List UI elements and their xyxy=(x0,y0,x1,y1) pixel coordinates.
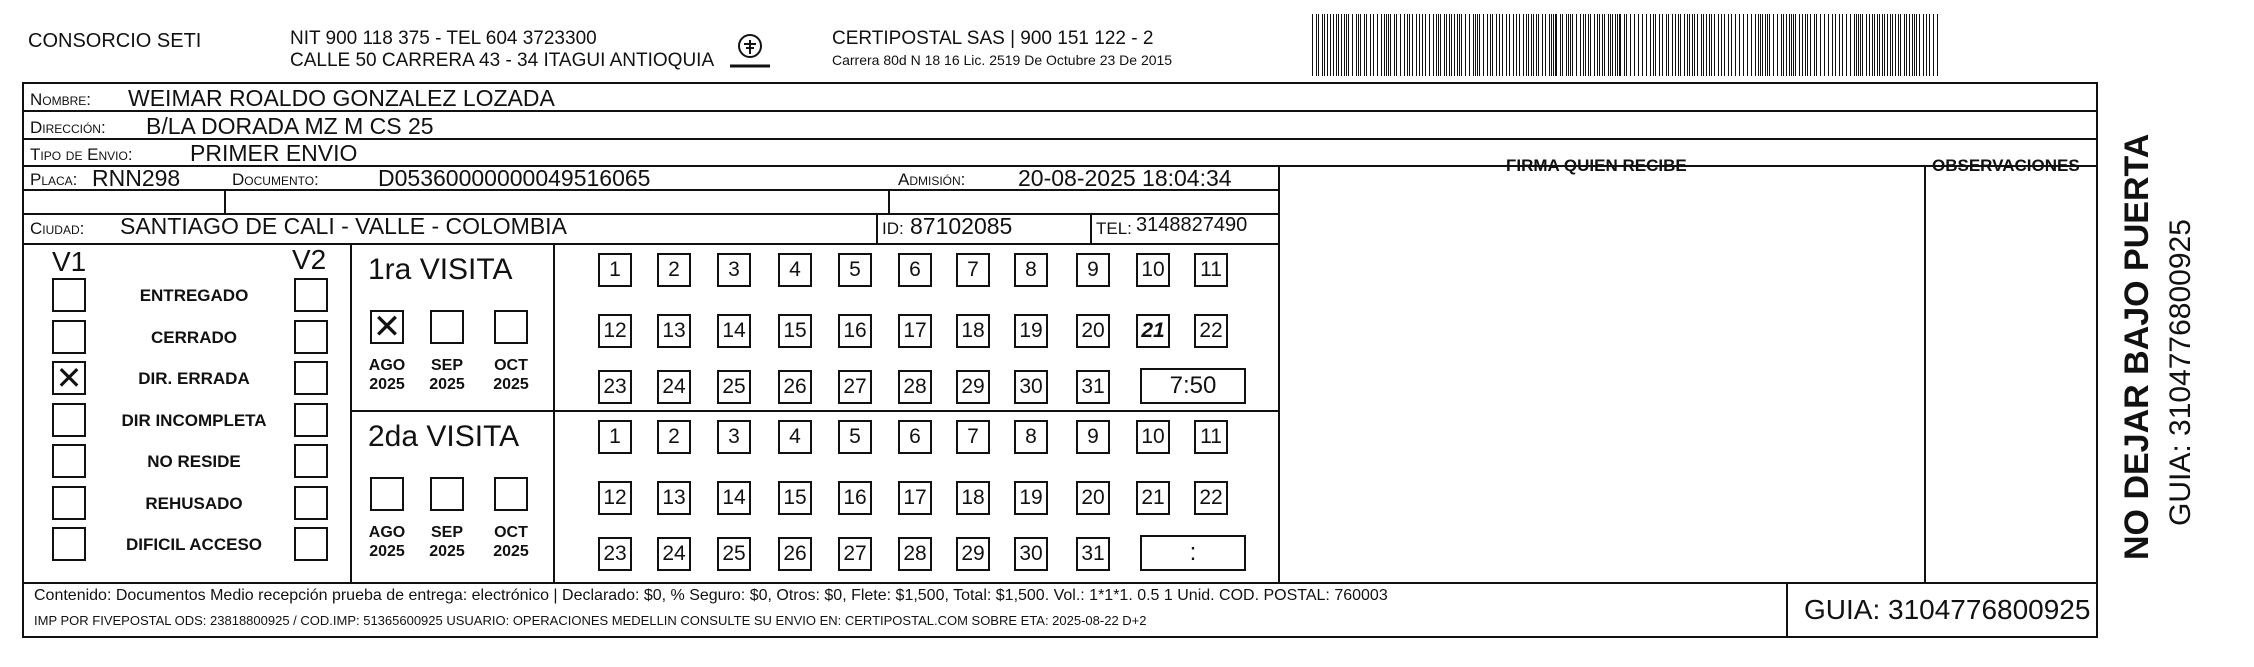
status-option-label: REHUSADO xyxy=(145,493,243,513)
day-cell[interactable]: 25 xyxy=(717,537,751,571)
certipostal-info xyxy=(832,28,1172,70)
barcode xyxy=(1312,14,1944,76)
month-checkbox[interactable] xyxy=(430,477,464,511)
status-option-label: DIR INCOMPLETA xyxy=(121,410,267,430)
day-cell[interactable]: 13 xyxy=(657,481,691,515)
day-cell[interactable]: 5 xyxy=(838,420,872,454)
day-cell[interactable]: 27 xyxy=(838,537,872,571)
visit-title: 1ra VISITA xyxy=(368,253,513,286)
day-cell[interactable]: 6 xyxy=(898,420,932,454)
day-cell[interactable]: 31 xyxy=(1076,537,1110,571)
tel-value: 3148827490 xyxy=(1136,214,1248,236)
month-label: AGO 2025 xyxy=(368,524,406,560)
company-info xyxy=(290,28,714,72)
admision-value: 20-08-2025 18:04:34 xyxy=(1018,165,1232,191)
month-label: SEP 2025 xyxy=(429,357,465,393)
v1-checkbox[interactable]: ✕ xyxy=(52,361,86,395)
ciudad-label: Ciudad: xyxy=(30,219,85,238)
v2-checkbox[interactable] xyxy=(294,444,328,478)
time-field[interactable]: 7:50 xyxy=(1140,368,1246,404)
v1-checkbox[interactable] xyxy=(52,527,86,561)
day-cell[interactable]: 8 xyxy=(1014,420,1048,454)
month-checkbox[interactable] xyxy=(430,310,464,344)
visit-title: 2da VISITA xyxy=(368,420,520,453)
day-cell[interactable]: 7 xyxy=(956,253,990,287)
day-cell[interactable]: 13 xyxy=(657,314,691,348)
day-cell[interactable]: 12 xyxy=(598,481,632,515)
divider xyxy=(876,213,878,243)
company-name: CONSORCIO SETI xyxy=(28,30,202,52)
day-cell[interactable]: 14 xyxy=(717,481,751,515)
divider xyxy=(1924,165,1926,582)
day-cell[interactable]: 3 xyxy=(717,420,751,454)
day-cell[interactable]: 17 xyxy=(898,314,932,348)
documento-label: Documento: xyxy=(232,170,319,189)
status-option-label: ENTREGADO xyxy=(139,286,249,305)
day-cell[interactable]: 17 xyxy=(898,481,932,515)
v1-header: V1 xyxy=(52,246,87,277)
license-line: Carrera 80d N 18 16 Lic. 2519 De Octubre 23 De 2015 xyxy=(832,52,1173,68)
no-dejar-bajo-puerta: NO DEJAR BAJO PUERTA xyxy=(2118,133,2156,560)
day-cell[interactable]: 21 xyxy=(1136,314,1170,348)
day-cell[interactable]: 11 xyxy=(1194,420,1228,454)
divider xyxy=(224,189,226,213)
day-cell[interactable]: 22 xyxy=(1194,481,1228,515)
contenido-line: Contenido: Documentos Medio recepción prueba de entrega: electrónico | Declarado: $0, % Seguro: $0, Otros: $0, Flete: $1,500, Total: $1,500. Vol.: 1*1*1. 0.5 1 Unid. COD. POSTAL: 760003 xyxy=(34,587,1388,604)
day-cell[interactable]: 30 xyxy=(1014,537,1048,571)
day-cell[interactable]: 14 xyxy=(717,314,751,348)
day-cell[interactable]: 1 xyxy=(598,253,632,287)
tel-label: TEL: xyxy=(1096,219,1132,238)
status-option-label: DIR. ERRADA xyxy=(138,369,250,388)
v1-checkbox[interactable] xyxy=(52,278,86,312)
side-guia: GUIA: 3104776800925 xyxy=(2164,219,2197,526)
month-label: OCT 2025 xyxy=(493,357,529,393)
day-cell[interactable]: 23 xyxy=(598,370,632,404)
nit-line: NIT 900 118 375 - TEL 604 3723300 xyxy=(290,28,597,49)
v1-checkbox[interactable] xyxy=(52,403,86,437)
divider xyxy=(1786,582,1788,638)
tipo-envio-label: Tipo de Envio: xyxy=(30,145,133,164)
day-cell[interactable]: 21 xyxy=(1136,481,1170,515)
day-cell[interactable]: 24 xyxy=(657,370,691,404)
day-cell[interactable]: 10 xyxy=(1136,420,1170,454)
status-option-label: CERRADO xyxy=(151,327,237,347)
placa-value: RNN298 xyxy=(92,165,181,191)
v2-checkbox[interactable] xyxy=(294,278,328,312)
day-cell[interactable]: 23 xyxy=(598,537,632,571)
day-cell[interactable]: 2 xyxy=(657,253,691,287)
day-cell[interactable]: 20 xyxy=(1076,481,1110,515)
direccion-label: Dirección: xyxy=(30,118,106,137)
day-cell[interactable]: 31 xyxy=(1076,370,1110,404)
id-value: 87102085 xyxy=(910,213,1013,239)
divider xyxy=(1278,165,1280,582)
day-cell[interactable]: 26 xyxy=(778,370,812,404)
day-cell[interactable]: 4 xyxy=(778,253,812,287)
day-cell[interactable]: 24 xyxy=(657,537,691,571)
divider xyxy=(350,243,352,582)
certipostal-seal-icon xyxy=(728,32,772,72)
day-cell[interactable]: 4 xyxy=(778,420,812,454)
day-cell[interactable]: 6 xyxy=(898,253,932,287)
v1-checkbox[interactable] xyxy=(52,444,86,478)
day-cell[interactable]: 18 xyxy=(956,314,990,348)
tipo-envio-value: PRIMER ENVIO xyxy=(190,140,358,166)
divider xyxy=(350,410,1278,412)
observaciones-header: OBSERVACIONES xyxy=(1932,156,2080,175)
day-cell[interactable]: 20 xyxy=(1076,314,1110,348)
day-cell[interactable]: 15 xyxy=(778,314,812,348)
certipostal-line: CERTIPOSTAL SAS | 900 151 122 - 2 xyxy=(832,28,1154,49)
day-cell[interactable]: 15 xyxy=(778,481,812,515)
time-field[interactable]: : xyxy=(1140,535,1246,571)
day-cell[interactable]: 7 xyxy=(956,420,990,454)
day-cell[interactable]: 19 xyxy=(1014,314,1048,348)
nombre-value: WEIMAR ROALDO GONZALEZ LOZADA xyxy=(128,85,555,111)
placa-label: Placa: xyxy=(30,170,78,189)
ciudad-value: SANTIAGO DE CALI - VALLE - COLOMBIA xyxy=(120,213,567,239)
divider xyxy=(24,243,1278,245)
address-line: CALLE 50 CARRERA 43 - 34 ITAGUI ANTIOQUIA xyxy=(290,50,715,71)
v2-checkbox[interactable] xyxy=(294,403,328,437)
day-cell[interactable]: 2 xyxy=(657,420,691,454)
status-option-label: NO RESIDE xyxy=(147,452,241,471)
month-label: SEP 2025 xyxy=(429,524,465,560)
day-cell[interactable]: 16 xyxy=(838,314,872,348)
divider xyxy=(553,243,555,582)
status-option-label: DIFICIL ACCESO xyxy=(125,535,263,554)
divider xyxy=(888,189,890,213)
day-cell[interactable]: 30 xyxy=(1014,370,1048,404)
divider xyxy=(1090,213,1092,243)
imp-line: IMP POR FIVEPOSTAL ODS: 23818800925 / COD.IMP: 51365600925 USUARIO: OPERACIONES MEDELLIN CONSULTE SU ENVIO EN: CERTIPOSTAL.COM SOBRE ETA: 2025-08-22 D+2 xyxy=(34,613,1147,628)
guia-number: GUIA: 3104776800925 xyxy=(1804,594,2091,625)
day-cell[interactable]: 29 xyxy=(956,537,990,571)
day-cell[interactable]: 8 xyxy=(1014,253,1048,287)
v1-checkbox[interactable] xyxy=(52,486,86,520)
day-cell[interactable]: 19 xyxy=(1014,481,1048,515)
day-cell[interactable]: 22 xyxy=(1194,314,1228,348)
day-cell[interactable]: 26 xyxy=(778,537,812,571)
v2-checkbox[interactable] xyxy=(294,320,328,354)
day-cell[interactable]: 16 xyxy=(838,481,872,515)
month-checkbox[interactable] xyxy=(494,477,528,511)
month-checkbox[interactable] xyxy=(370,477,404,511)
day-cell[interactable]: 29 xyxy=(956,370,990,404)
day-cell[interactable]: 27 xyxy=(838,370,872,404)
day-cell[interactable]: 1 xyxy=(598,420,632,454)
v2-checkbox[interactable] xyxy=(294,486,328,520)
v1-checkbox[interactable] xyxy=(52,320,86,354)
firma-header: FIRMA QUIEN RECIBE xyxy=(1506,156,1687,175)
month-label: OCT 2025 xyxy=(493,524,529,560)
day-cell[interactable]: 5 xyxy=(838,253,872,287)
v2-checkbox[interactable] xyxy=(294,527,328,561)
month-checkbox[interactable] xyxy=(494,310,528,344)
day-cell[interactable]: 10 xyxy=(1136,253,1170,287)
month-label: AGO 2025 xyxy=(368,357,406,393)
day-cell[interactable]: 3 xyxy=(717,253,751,287)
day-cell[interactable]: 25 xyxy=(717,370,751,404)
day-cell[interactable]: 9 xyxy=(1076,253,1110,287)
admision-label: Admisión: xyxy=(898,170,966,189)
documento-value: D05360000000049516065 xyxy=(378,165,651,191)
day-cell[interactable]: 18 xyxy=(956,481,990,515)
day-cell[interactable]: 28 xyxy=(898,537,932,571)
day-cell[interactable]: 9 xyxy=(1076,420,1110,454)
v2-checkbox[interactable] xyxy=(294,361,328,395)
direccion-value: B/LA DORADA MZ M CS 25 xyxy=(146,113,434,139)
month-checkbox[interactable]: ✕ xyxy=(370,310,404,344)
day-cell[interactable]: 11 xyxy=(1194,253,1228,287)
nombre-label: Nombre: xyxy=(30,90,92,109)
v2-header: V2 xyxy=(292,244,327,275)
day-cell[interactable]: 12 xyxy=(598,314,632,348)
id-label: ID: xyxy=(882,219,904,238)
day-cell[interactable]: 28 xyxy=(898,370,932,404)
